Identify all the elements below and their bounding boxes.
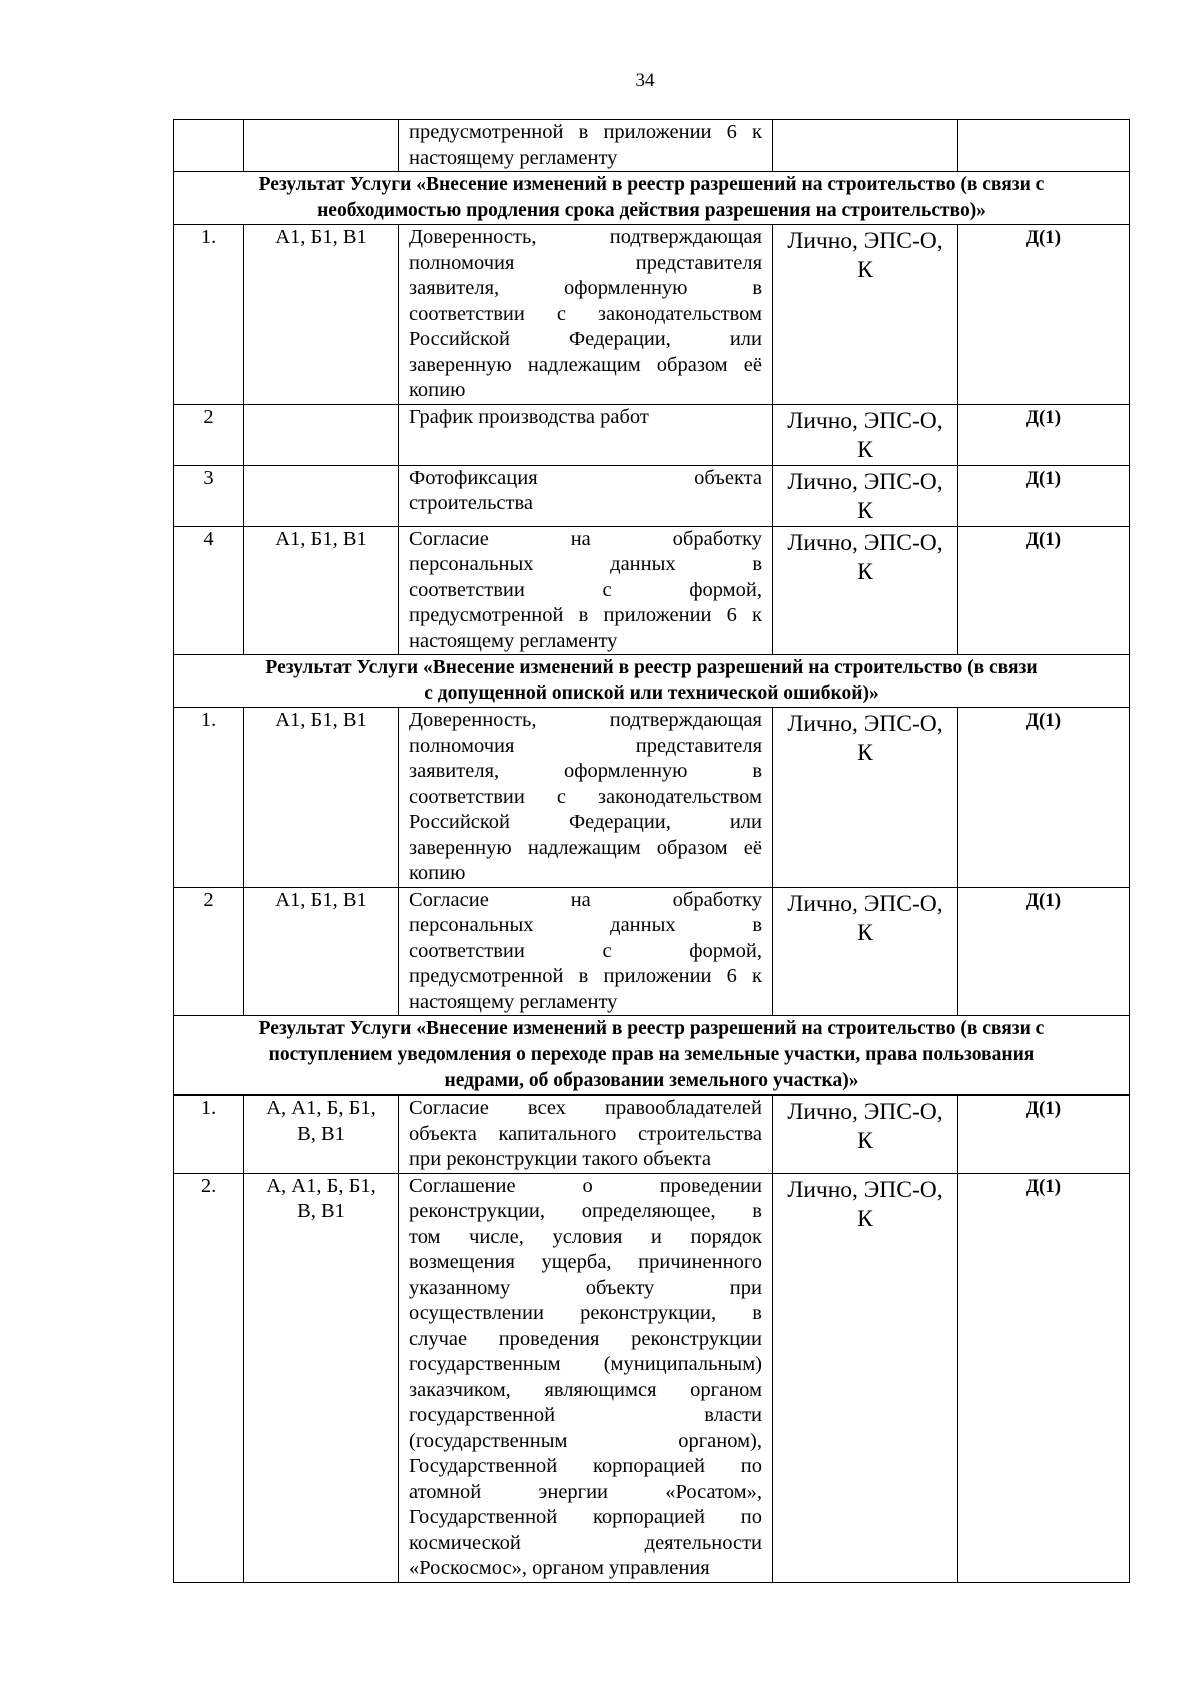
method-line: К xyxy=(857,497,873,524)
text-line: (государственным органом), xyxy=(409,1429,762,1452)
row-number-cell: 1. xyxy=(174,708,244,888)
text-line: предусмотренной в приложении 6 к xyxy=(409,121,762,143)
method-line: Лично, ЭПС-О, xyxy=(787,890,943,917)
submission-method-cell xyxy=(773,526,958,655)
text-line: возмещения ущерба, причиненного xyxy=(409,1251,762,1273)
text-line: настоящему регламенту xyxy=(409,146,618,169)
text-line: соответствии с законодательством xyxy=(409,302,762,325)
text-line: космической деятельности xyxy=(409,1531,762,1554)
document-name-cell xyxy=(399,1095,773,1173)
document-mark-cell: Д(1) xyxy=(958,404,1130,465)
text-line: объекта капитального строительства xyxy=(409,1122,762,1145)
text-line: Согласие на обработку xyxy=(409,888,762,911)
text-line: Соглашение о проведении xyxy=(409,1174,762,1197)
applicant-codes-cell xyxy=(244,465,399,526)
applicant-codes-cell: А1, Б1, В1 xyxy=(244,708,399,888)
text-line: заверенную надлежащим образом её xyxy=(409,353,762,376)
text-line: Государственной корпорацией по xyxy=(409,1455,762,1477)
text-line: заявителя, оформленную в xyxy=(409,760,762,782)
submission-method-cell xyxy=(773,120,958,172)
text-line: копию xyxy=(409,862,466,884)
submission-method-cell xyxy=(773,1095,958,1173)
text-line: соответствии с формой, xyxy=(409,939,762,962)
method-line: К xyxy=(857,558,873,585)
document-mark-cell: Д(1) xyxy=(958,1095,1130,1173)
method-line: К xyxy=(857,1205,873,1232)
table-row xyxy=(174,404,1130,465)
applicant-codes-cell xyxy=(244,404,399,465)
section-title-line: Результат Услуги «Внесение изменений в реестр разрешений на строительство (в связи с xyxy=(258,174,1045,195)
section-title-line: Результат Услуги «Внесение изменений в реестр разрешений на строительство (в связи с xyxy=(258,1018,1045,1039)
text-line: соответствии с законодательством xyxy=(409,785,762,808)
method-line: К xyxy=(857,257,873,283)
submission-method-cell xyxy=(773,404,958,465)
row-number-cell: 2. xyxy=(174,1173,244,1582)
document-mark-cell xyxy=(958,120,1130,172)
document-mark-cell: Д(1) xyxy=(958,526,1130,655)
table-row xyxy=(174,708,1130,888)
text-line: атомной энергии «Росатом», xyxy=(409,1480,762,1503)
text-line: предусмотренной в приложении 6 к xyxy=(409,965,762,987)
submission-method-cell xyxy=(773,708,958,888)
text-line: государственной власти xyxy=(409,1404,762,1426)
method-line: К xyxy=(857,1128,873,1154)
document-mark-cell: Д(1) xyxy=(958,465,1130,526)
table-row xyxy=(174,526,1130,655)
document-name-cell xyxy=(399,1173,773,1582)
method-line: К xyxy=(857,740,873,766)
text-line: том числе, условия и порядок xyxy=(409,1225,762,1248)
document-name-cell xyxy=(399,887,773,1016)
text-line: настоящему регламенту xyxy=(409,629,618,652)
document-name-cell xyxy=(399,120,773,172)
text-line: «Роскосмос», органом управления xyxy=(409,1557,710,1579)
document-name-cell xyxy=(399,708,773,888)
document-name-cell xyxy=(399,526,773,655)
text-line: реконструкции, определяющее, в xyxy=(409,1200,762,1222)
table-row xyxy=(174,1173,1130,1582)
document-mark-cell: Д(1) xyxy=(958,887,1130,1016)
section-title-line: с допущенной опиской или технической ошибкой)» xyxy=(424,683,879,704)
section-title xyxy=(174,655,1130,708)
document-name-cell xyxy=(399,465,773,526)
section-title-line: недрами, об образовании земельного участка)» xyxy=(444,1070,859,1091)
row-number-cell: 1. xyxy=(174,225,244,405)
section-header-row xyxy=(174,1016,1130,1096)
submission-method-cell xyxy=(773,225,958,405)
section-title-line: необходимостью продления срока действия разрешения на строительство)» xyxy=(317,200,986,221)
row-number-cell: 3 xyxy=(174,465,244,526)
text-line: Доверенность, подтверждающая xyxy=(409,709,762,731)
codes-line: А, А1, Б, Б1, xyxy=(266,1097,376,1119)
text-line: копию xyxy=(409,379,466,401)
applicant-codes-cell xyxy=(244,1095,399,1173)
table-row xyxy=(174,1095,1130,1173)
text-line: государственным (муниципальным) xyxy=(409,1353,762,1375)
text-line: предусмотренной в приложении 6 к xyxy=(409,604,762,626)
text-line: Согласие всех правообладателей xyxy=(409,1097,762,1119)
text-line: осуществлении реконструкции, в xyxy=(409,1302,762,1324)
text-line: персональных данных в xyxy=(409,553,762,575)
text-line: при реконструкции такого объекта xyxy=(409,1148,711,1170)
text-line: Государственной корпорацией по xyxy=(409,1506,762,1528)
document-mark-cell: Д(1) xyxy=(958,708,1130,888)
text-line: полномочия представителя xyxy=(409,251,762,274)
applicant-codes-cell: А1, Б1, В1 xyxy=(244,225,399,405)
text-line: соответствии с формой, xyxy=(409,578,762,601)
document-name-cell xyxy=(399,225,773,405)
document-mark-cell: Д(1) xyxy=(958,1173,1130,1582)
section-title xyxy=(174,172,1130,225)
row-number-cell xyxy=(174,120,244,172)
text-line: полномочия представителя xyxy=(409,734,762,757)
section-title-line: Результат Услуги «Внесение изменений в реестр разрешений на строительство (в связи xyxy=(265,657,1038,678)
table-row xyxy=(174,465,1130,526)
text-line: Согласие на обработку xyxy=(409,527,762,550)
applicant-codes-cell xyxy=(244,1173,399,1582)
applicant-codes-cell xyxy=(244,120,399,172)
text-line: заявителя, оформленную в xyxy=(409,277,762,299)
text-line: заверенную надлежащим образом её xyxy=(409,836,762,859)
method-line: Лично, ЭПС-О, xyxy=(787,711,943,737)
submission-method-cell xyxy=(773,465,958,526)
text-line: Фотофиксация объекта xyxy=(409,466,762,489)
text-line: настоящему регламенту xyxy=(409,990,618,1013)
section-header-row xyxy=(174,172,1130,225)
text-line: указанному объекту при xyxy=(409,1276,762,1299)
applicant-codes-cell: А1, Б1, В1 xyxy=(244,526,399,655)
section-title-line: поступлением уведомления о переходе прав на земельные участки, права пользования xyxy=(268,1044,1035,1065)
method-line: Лично, ЭПС-О, xyxy=(787,407,943,434)
documents-table xyxy=(173,119,1130,1583)
codes-line: В, В1 xyxy=(297,1200,345,1222)
row-number-cell: 1. xyxy=(174,1095,244,1173)
table-row xyxy=(174,225,1130,405)
method-line: Лично, ЭПС-О, xyxy=(787,468,943,495)
method-line: Лично, ЭПС-О, xyxy=(787,1176,943,1203)
method-line: К xyxy=(857,436,873,463)
method-line: К xyxy=(857,919,873,946)
text-line: персональных данных в xyxy=(409,914,762,936)
document-name-cell xyxy=(399,404,773,465)
continuation-row xyxy=(174,120,1130,172)
applicant-codes-cell: А1, Б1, В1 xyxy=(244,887,399,1016)
section-title xyxy=(174,1016,1130,1096)
text-line: строительства xyxy=(409,492,533,514)
codes-line: А, А1, Б, Б1, xyxy=(266,1174,376,1197)
row-number-cell: 4 xyxy=(174,526,244,655)
table-row xyxy=(174,887,1130,1016)
document-mark-cell: Д(1) xyxy=(958,225,1130,405)
row-number-cell: 2 xyxy=(174,404,244,465)
method-line: Лично, ЭПС-О, xyxy=(787,529,943,556)
method-line: Лично, ЭПС-О, xyxy=(787,1099,943,1125)
page-number: 34 xyxy=(635,70,655,91)
codes-line: В, В1 xyxy=(297,1122,345,1145)
text-line: График производства работ xyxy=(409,405,649,428)
submission-method-cell xyxy=(773,887,958,1016)
text-line: случае проведения реконструкции xyxy=(409,1327,762,1350)
section-header-row xyxy=(174,655,1130,708)
text-line: Российской Федерации, или xyxy=(409,328,762,350)
submission-method-cell xyxy=(773,1173,958,1582)
text-line: заказчиком, являющимся органом xyxy=(409,1378,762,1401)
row-number-cell: 2 xyxy=(174,887,244,1016)
text-line: Российской Федерации, или xyxy=(409,811,762,833)
text-line: Доверенность, подтверждающая xyxy=(409,226,762,248)
method-line: Лично, ЭПС-О, xyxy=(787,228,943,254)
